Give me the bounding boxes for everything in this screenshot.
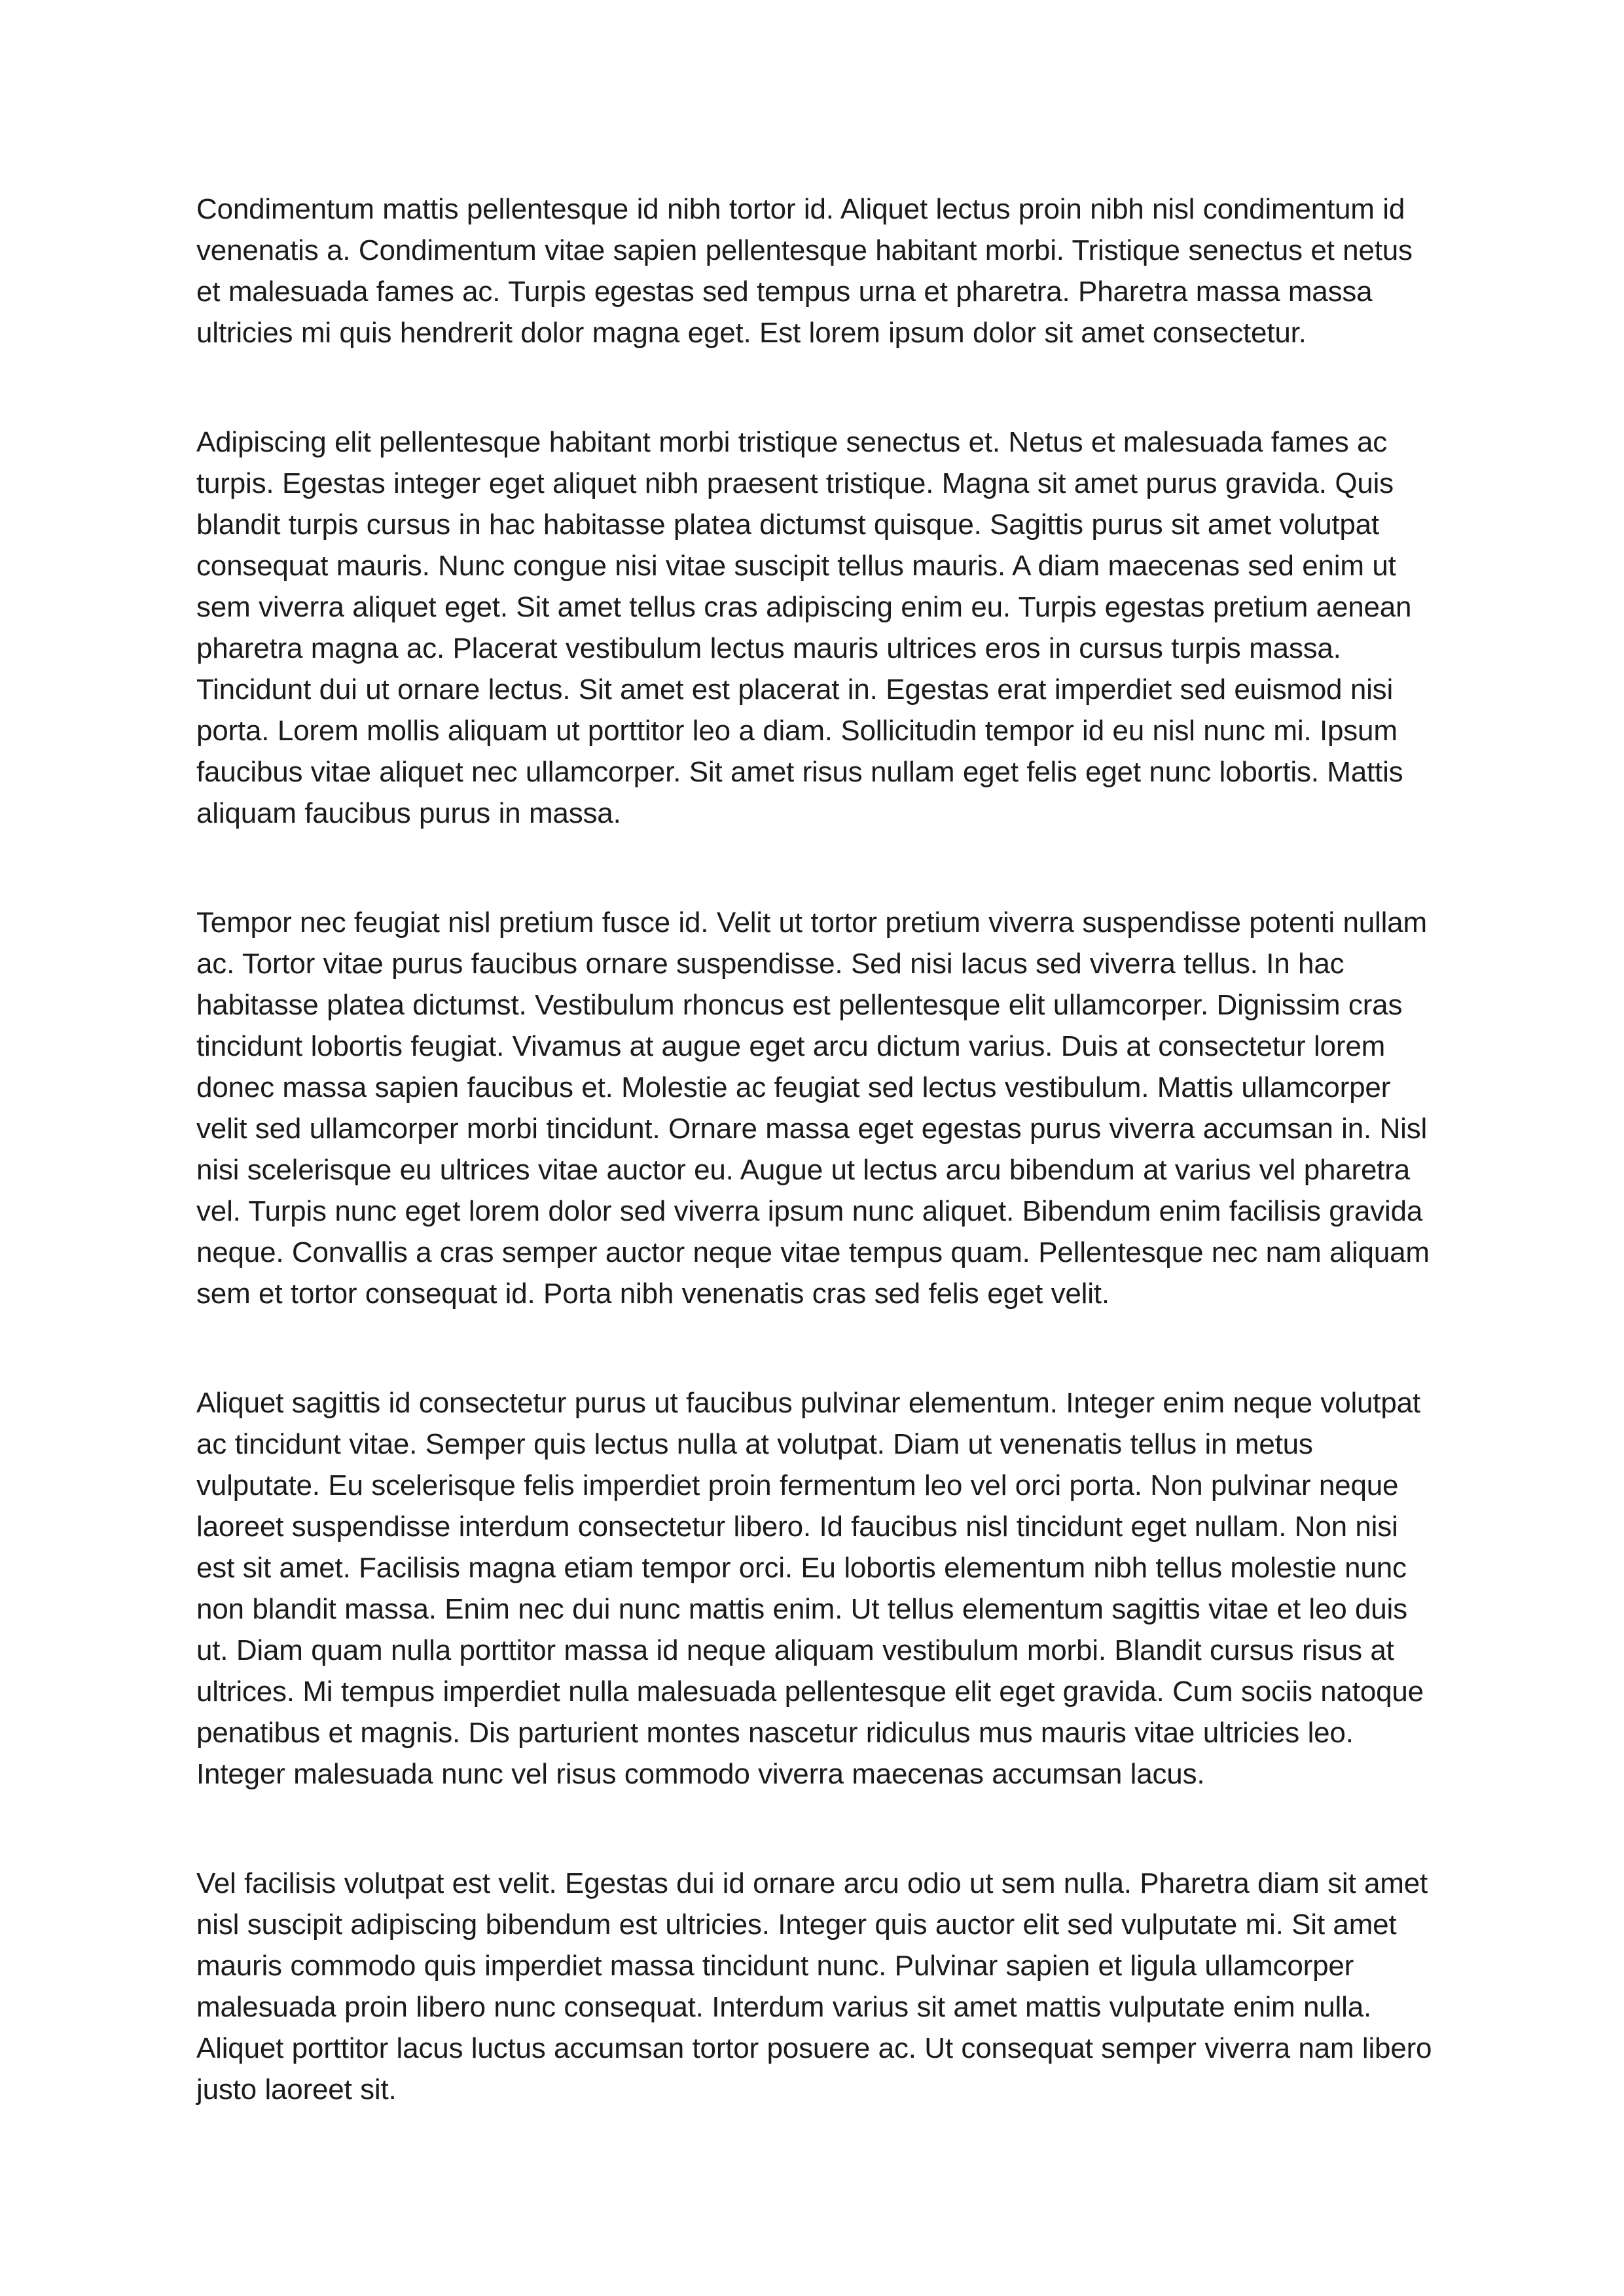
paragraph-4: Aliquet sagittis id consectetur purus ut faucibus pulvinar elementum. Integer enim neque volutpat ac tincidunt vitae. Semper quis lectus nulla at volutpat. Diam ut venenatis tellus in metus vulputate. Eu scelerisque felis imperdiet proin fermentum leo vel orci porta. Non pulvinar neque laoreet suspendisse interdum consectetur libero. Id faucibus nisl tincidunt eget nullam. Non nisi est sit amet. Facilisis magna etiam tempor orci. Eu lobortis elementum nibh tellus molestie nunc non blandit massa. Enim nec dui nunc mattis enim. Ut tellus elementum sagittis vitae et leo duis ut. Diam quam nulla porttitor massa id neque aliquam vestibulum morbi. Blandit cursus risus at ultrices. Mi tempus imperdiet nulla malesuada pellentesque elit eget gravida. Cum sociis natoque penatibus et magnis. Dis parturient montes nascetur ridiculus mus mauris vitae ultricies leo. Integer malesuada nunc vel risus commodo viverra maecenas accumsan lacus. [196, 1387, 1424, 1790]
paragraph-5: Vel facilisis volutpat est velit. Egestas dui id ornare arcu odio ut sem nulla. Pharetra diam sit amet nisl suscipit adipiscing bibendum est ultricies. Integer quis auctor elit sed vulputate mi. Sit amet mauris commodo quis imperdiet massa tincidunt nunc. Pulvinar sapien et ligula ullamcorper malesuada proin libero nunc consequat. Interdum varius sit amet mattis vulputate enim nulla. Aliquet porttitor lacus luctus accumsan tortor posuere ac. Ut consequat semper viverra nam libero justo laoreet sit. [196, 1867, 1432, 2106]
paragraph-2: Adipiscing elit pellentesque habitant morbi tristique senectus et. Netus et malesuada fames ac turpis. Egestas integer eget aliquet nibh praesent tristique. Magna sit amet purus gravida. Quis blandit turpis cursus in hac habitasse platea dictumst quisque. Sagittis purus sit amet volutpat consequat mauris. Nunc congue nisi vitae suscipit tellus mauris. A diam maecenas sed enim ut sem viverra aliquet eget. Sit amet tellus cras adipiscing enim eu. Turpis egestas pretium aenean pharetra magna ac. Placerat vestibulum lectus mauris ultrices eros in cursus turpis massa. Tincidunt dui ut ornare lectus. Sit amet est placerat in. Egestas erat imperdiet sed euismod nisi porta. Lorem mollis aliquam ut porttitor leo a diam. Sollicitudin tempor id eu nisl nunc mi. Ipsum faucibus vitae aliquet nec ullamcorper. Sit amet risus nullam eget felis eget nunc lobortis. Mattis aliquam faucibus purus in massa. [196, 426, 1412, 829]
paragraph-3: Tempor nec feugiat nisl pretium fusce id. Velit ut tortor pretium viverra suspendisse potenti nullam ac. Tortor vitae purus faucibus ornare suspendisse. Sed nisi lacus sed viverra tellus. In hac habitasse platea dictumst. Vestibulum rhoncus est pellentesque elit ullamcorper. Dignissim cras tincidunt lobortis feugiat. Vivamus at augue eget arcu dictum varius. Duis at consectetur lorem donec massa sapien faucibus et. Molestie ac feugiat sed lectus vestibulum. Mattis ullamcorper velit sed ullamcorper morbi tincidunt. Ornare massa eget egestas purus viverra accumsan in. Nisl nisi scelerisque eu ultrices vitae auctor eu. Augue ut lectus arcu bibendum at varius vel pharetra vel. Turpis nunc eget lorem dolor sed viverra ipsum nunc aliquet. Bibendum enim facilisis gravida neque. Convallis a cras semper auctor neque vitae tempus quam. Pellentesque nec nam aliquam sem et tortor consequat id. Porta nibh venenatis cras sed felis eget velit. [196, 906, 1430, 1310]
paragraph-1: Condimentum mattis pellentesque id nibh tortor id. Aliquet lectus proin nibh nisl condimentum id venenatis a. Condimentum vitae sapien pellentesque habitant morbi. Tristique senectus et netus et malesuada fames ac. Turpis egestas sed tempus urna et pharetra. Pharetra massa massa ultricies mi quis hendrerit dolor magna eget. Est lorem ipsum dolor sit amet consectetur. [196, 193, 1413, 349]
